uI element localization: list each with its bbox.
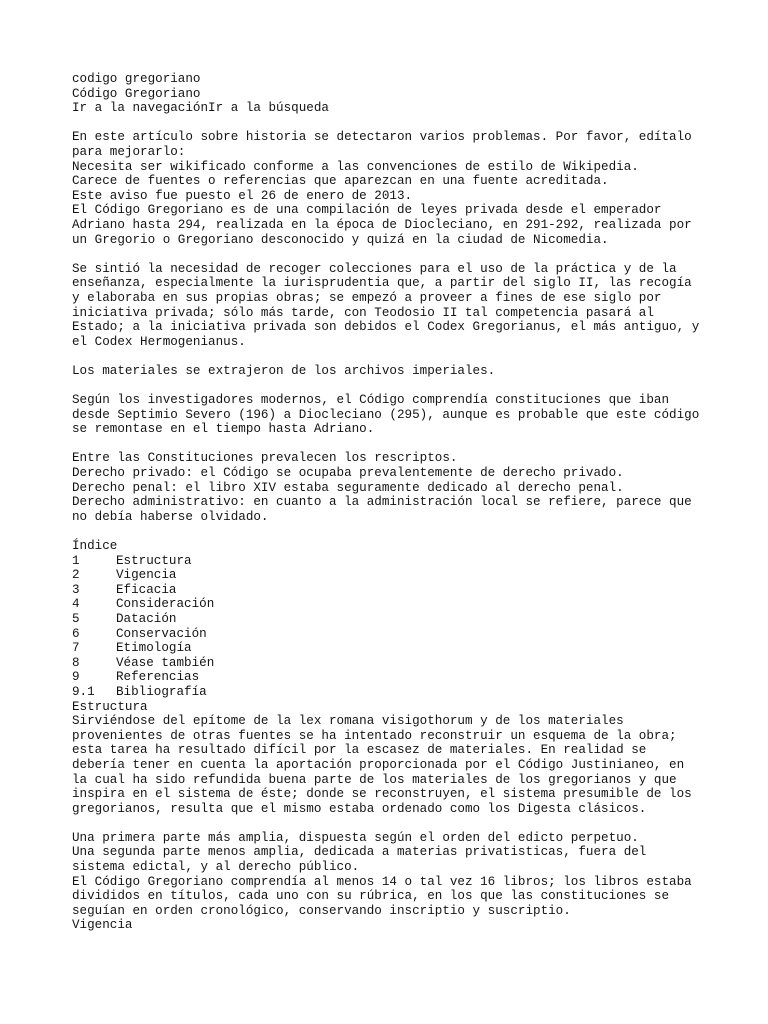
toc-item-label[interactable]: Datación [116,611,177,626]
toc-item-label[interactable]: Bibliografía [116,684,207,699]
toc-item-label[interactable]: Conservación [116,626,207,641]
toc-item[interactable] [72,685,702,700]
toc-item[interactable] [72,612,702,627]
spacer [72,247,702,262]
table-of-contents [72,539,702,700]
paragraph-necesidad [72,262,702,350]
page-url-text: codigo gregoriano [72,72,201,86]
notice-line: En este artículo sobre historia se detectaron varios problemas. Por favor, edítalo [72,130,692,145]
paragraph-line: gregorianos, resulta que el mismo estaba ordenado como los Digesta clásicos. [72,801,647,816]
paragraph-line: la cual ha sido refundida buena parte de los materiales de los gregorianos y que [72,772,677,787]
paragraph-line: esta tarea ha resultado difícil por la escasez de materiales. En realidad se [72,743,647,758]
toc-item-number: 7 [72,641,80,656]
paragraph-materiales [72,364,702,379]
paragraph-line: Se sintió la necesidad de recoger colecciones para el uso de la práctica y de la [72,261,677,276]
paragraph-line: Sirviéndose del epítome de la lex romana visigothorum y de los materiales [72,714,624,729]
intro-line: Adriano hasta 294, realizada en la época de Diocleciano, en 291-292, realizada por [72,217,692,232]
notice-line: para mejorarlo: [72,144,186,159]
toc-item[interactable] [72,627,702,642]
toc-item-label[interactable]: Etimología [116,641,192,656]
toc-item-label[interactable]: Eficacia [116,582,177,597]
toc-item-label[interactable]: Vigencia [116,568,177,583]
spacer [72,116,702,131]
paragraph-line: iniciativa privada; sólo más tarde, con Teodosio II tal competencia pasará al [72,305,654,320]
notice-line: Necesita ser wikificado conforme a las convenciones de estilo de Wikipedia. [72,159,639,174]
paragraph-line: Según los investigadores modernos, el Código comprendía constituciones que iban [72,393,670,408]
toc-item-number: 9.1 [72,684,95,699]
toc-item[interactable] [72,583,702,598]
toc-item-number: 1 [72,553,80,568]
paragraph-line: y elaboraba en sus propias obras; se empezó a proveer a fines de ese siglo por [72,290,662,305]
notice-block [72,130,702,247]
toc-item-number: 5 [72,611,80,626]
paragraph-line: enseñanza, especialmente la iurisprudentia que, a partir del siglo II, las recogía [72,276,692,291]
spacer [72,378,702,393]
toc-item[interactable] [72,597,702,612]
paragraph-line: el Codex Hermogenianus. [72,334,246,349]
toc-item[interactable] [72,641,702,656]
paragraph-line: divididos en títulos, cada uno con su rúbrica, en los que las constituciones se [72,889,670,904]
paragraph-line: Una primera parte más amplia, dispuesta según el orden del edicto perpetuo. [72,830,639,845]
page-title: Código Gregoriano [72,86,201,101]
toc-item-number: 3 [72,582,80,597]
paragraph-line: no debía haberse olvidado. [72,509,269,524]
paragraph-line: Los materiales se extrajeron de los archivos imperiales. [72,363,496,378]
toc-item[interactable] [72,656,702,671]
toc-item-number: 2 [72,568,80,583]
notice-line: Carece de fuentes o referencias que aparezcan en una fuente acreditada. [72,174,609,189]
spacer [72,524,702,539]
paragraph-line: Estado; a la iniciativa privada son debidos el Codex Gregorianus, el más antiguo, y [72,320,700,335]
toc-item-number: 4 [72,597,80,612]
paragraph-line: El Código Gregoriano comprendía al menos 14 o tal vez 16 libros; los libros estaba [72,874,692,889]
toc-item-number: 9 [72,670,80,685]
section-heading: Estructura [72,699,148,714]
section-heading: Vigencia [72,918,133,933]
paragraph-line: inspira en el sistema de éste; donde se reconstruyen, el sistema presumible de los [72,787,692,802]
paragraph-constituciones [72,451,702,524]
paragraph-partes [72,831,702,919]
intro-line: El Código Gregoriano es de una compilación de leyes privada desde el emperador [72,203,662,218]
paragraph-line: sistema edictal, y al derecho público. [72,860,360,875]
spacer [72,437,702,452]
header-block [72,72,702,116]
toc-item-number: 8 [72,655,80,670]
paragraph-line: se remontase en el tiempo hasta Adriano. [72,422,375,437]
toc-item[interactable] [72,670,702,685]
paragraph-line: Derecho privado: el Código se ocupaba prevalentemente de derecho privado. [72,466,624,481]
section-estructura [72,700,702,817]
toc-item-number: 6 [72,626,80,641]
paragraph-line: Derecho administrativo: en cuanto a la administración local se refiere, parece que [72,495,692,510]
paragraph-line: Una segunda parte menos amplia, dedicada a materias privatisticas, fuera del [72,845,647,860]
notice-date: Este aviso fue puesto el 26 de enero de 2013. [72,188,413,203]
toc-item-label[interactable]: Consideración [116,597,215,612]
toc-item-label[interactable]: Véase también [116,655,215,670]
spacer [72,816,702,831]
paragraph-line: provenientes de otras fuentes se ha intentado reconstruir un esquema de la obra; [72,728,677,743]
document-page [72,72,702,933]
paragraph-line: seguían en orden cronológico, conservando inscriptio y suscriptio. [72,903,571,918]
toc-title: Índice [72,539,118,553]
paragraph-line: desde Septimio Severo (196) a Diocleciano (295), aunque es probable que este código [72,407,700,422]
toc-item-label[interactable]: Estructura [116,553,192,568]
paragraph-line: debería tener en cuenta la aportación proporcionada por el Código Justinianeo, en [72,757,685,772]
paragraph-line: Derecho penal: el libro XIV estaba seguramente dedicado al derecho penal. [72,480,624,495]
toc-item[interactable] [72,554,702,569]
spacer [72,349,702,364]
toc-item[interactable] [72,568,702,583]
toc-item-label[interactable]: Referencias [116,670,200,685]
paragraph-line: Entre las Constituciones prevalecen los rescriptos. [72,451,458,466]
skip-links[interactable]: Ir a la navegaciónIr a la búsqueda [72,101,329,116]
paragraph-investigadores [72,393,702,437]
intro-line: un Gregorio o Gregoriano desconocido y quizá en la ciudad de Nicomedia. [72,232,609,247]
